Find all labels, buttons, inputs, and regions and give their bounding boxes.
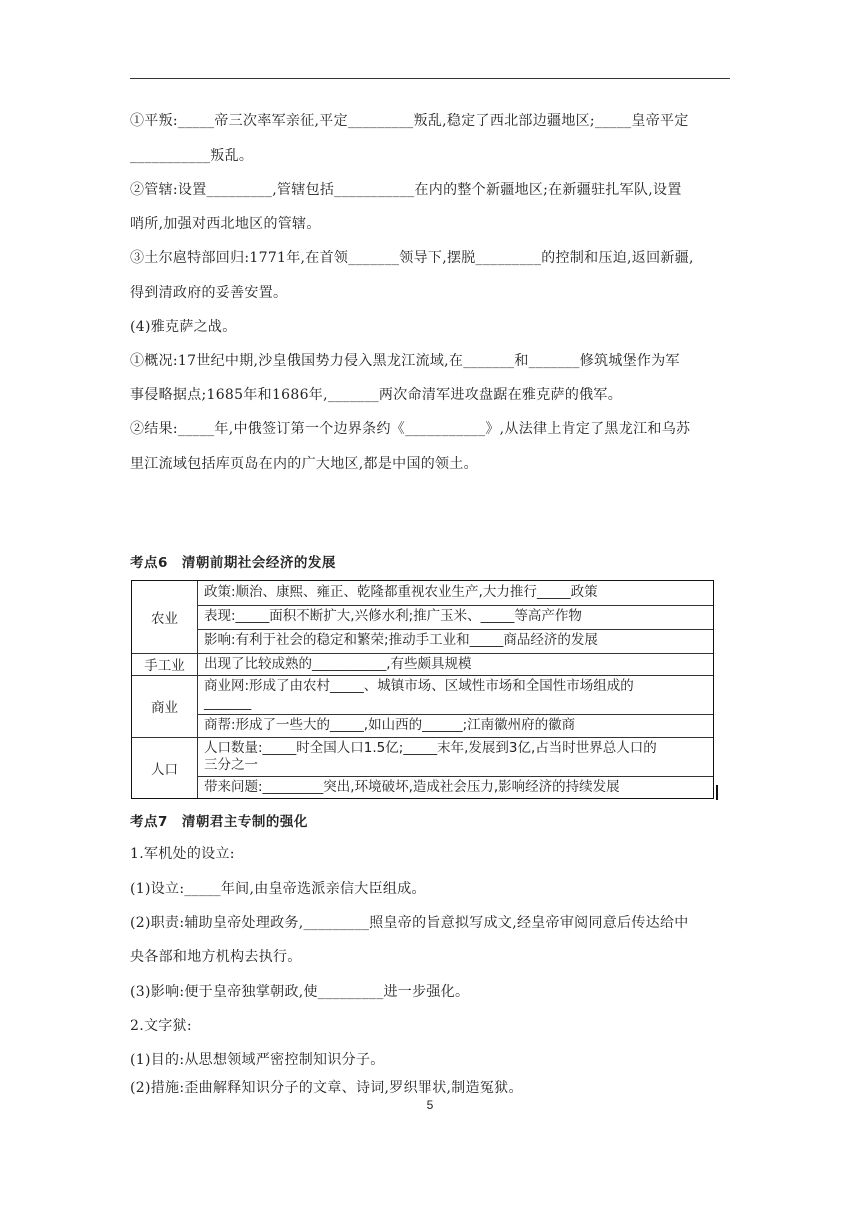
text-line: ___________叛乱。 <box>130 148 254 164</box>
text-line: ③土尔扈特部回归:1771年,在首领_______领导下,摆脱_________的控制和压迫,返回新疆, <box>130 250 694 266</box>
text-line: 哨所,加强对西北地区的管辖。 <box>130 216 321 232</box>
population-problems: 带来问题:_________突出,环境破坏,造成社会压力,影响经济的持续发展 <box>204 779 620 795</box>
header-rule <box>130 78 730 79</box>
page-number: 5 <box>426 1098 434 1112</box>
commerce-network-line2: _______ <box>204 695 252 711</box>
section-heading-6: 考点6 清朝前期社会经济的发展 <box>130 555 336 571</box>
agri-impact: 影响:有利于社会的稳定和繁荣;推动手工业和_____商品经济的发展 <box>204 632 598 648</box>
population-count-line1: 人口数量:_____时全国人口1.5亿;_____末年,发展到3亿,占当时世界总人口的 <box>204 740 657 756</box>
text-line: (2)职责:辅助皇帝处理政务,_________照皇帝的旨意拟写成文,经皇帝审阅同意后传达给中 <box>130 915 689 931</box>
text-line: 央各部和地方机构去执行。 <box>130 949 302 965</box>
text-line: 2.文字狱: <box>130 1018 192 1034</box>
row-divider <box>198 776 713 777</box>
row-divider <box>132 675 713 676</box>
row-divider <box>132 737 713 738</box>
text-line: (2)措施:歪曲解释知识分子的文章、诗词,罗织罪状,制造冤狱。 <box>130 1080 523 1096</box>
text-line: ①概况:17世纪中期,沙皇俄国势力侵入黑龙江流域,在_______和_______修筑城堡作为军 <box>130 353 680 369</box>
text-line: 事侵略据点;1685年和1686年,_______两次命清军进攻盘踞在雅克萨的俄军。 <box>130 387 623 403</box>
text-line: 1.军机处的设立: <box>130 846 235 862</box>
text-line: ②管辖:设置_________,管辖包括___________在内的整个新疆地区;在新疆驻扎军队,设置 <box>130 182 682 198</box>
row-divider <box>198 629 713 630</box>
text-line: (4)雅克萨之战。 <box>130 319 237 335</box>
text-line: 得到清政府的妥善安置。 <box>130 285 288 301</box>
economy-table <box>131 580 714 799</box>
commerce-network-line1: 商业网:形成了由农村_____、城镇市场、区域性市场和全国性市场组成的 <box>204 678 634 694</box>
handicraft-text: 出现了比较成熟的___________,有些颇具规模 <box>204 656 472 672</box>
row-divider <box>132 653 713 654</box>
row-divider <box>198 714 713 715</box>
category-commerce: 商业 <box>132 675 198 737</box>
text-line: ①平叛:_____帝三次率军亲征,平定_________叛乱,稳定了西北部边疆地区;_____皇帝平定 <box>130 113 689 129</box>
commerce-merchant-groups: 商帮:形成了一些大的_____,如山西的______;江南徽州府的徽商 <box>204 717 576 733</box>
category-handicraft: 手工业 <box>132 653 198 675</box>
section-heading-7: 考点7 清朝君主专制的强化 <box>130 814 308 830</box>
text-line: ②结果:_____年,中俄签订第一个边界条约《___________》,从法律上肯定了黑龙江和乌苏 <box>130 421 691 437</box>
text-line: (3)影响:便于皇帝独掌朝政,使_________进一步强化。 <box>130 984 470 1000</box>
category-population: 人口 <box>132 737 198 798</box>
agri-performance: 表现:_____面积不断扩大,兴修水利;推广玉米、_____等高产作物 <box>204 608 582 624</box>
text-line: (1)目的:从思想领域严密控制知识分子。 <box>130 1052 385 1068</box>
row-divider <box>198 605 713 606</box>
population-count-line2: 三分之一 <box>204 757 258 773</box>
category-agriculture: 农业 <box>132 581 198 653</box>
text-line: 里江流域包括库页岛在内的广大地区,都是中国的领土。 <box>130 456 478 472</box>
cursor-mark <box>716 785 718 800</box>
agri-policy: 政策:顺治、康熙、雍正、乾隆都重视农业生产,大力推行_____政策 <box>204 584 598 600</box>
text-line: (1)设立:_____年间,由皇帝选派亲信大臣组成。 <box>130 881 426 897</box>
